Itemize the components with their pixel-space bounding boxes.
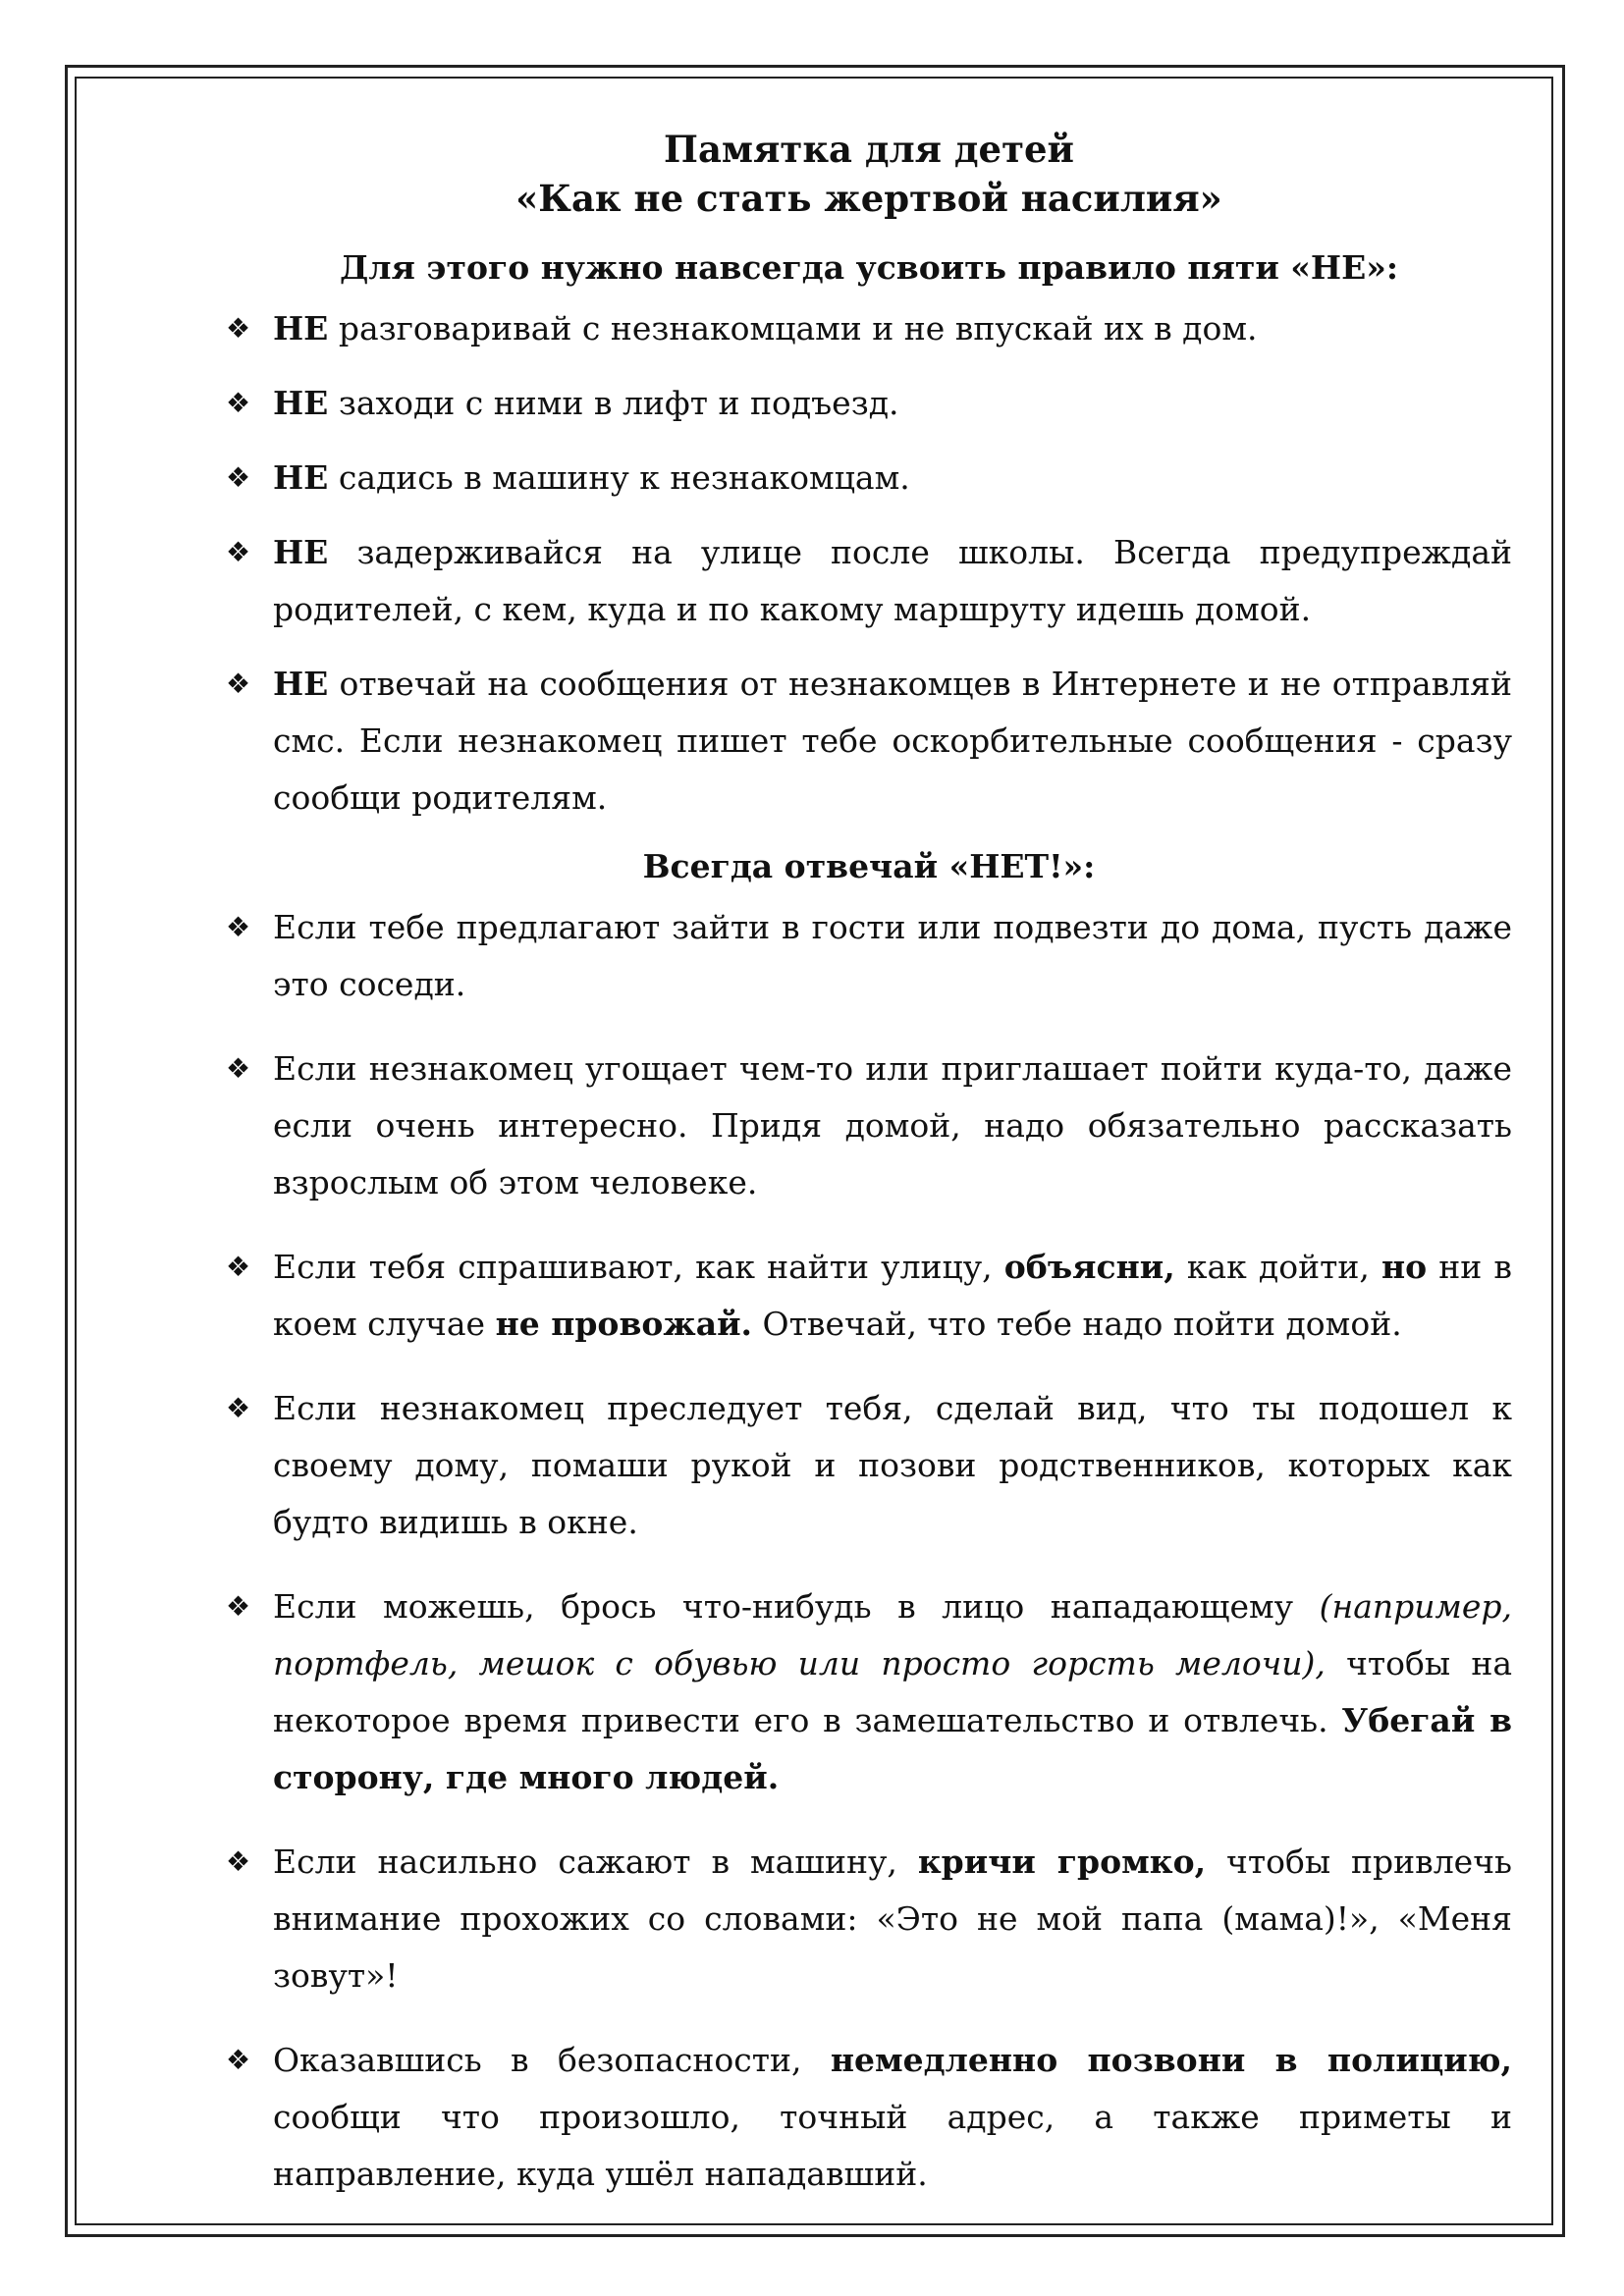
diamond-bullet-icon: ❖ [226,667,251,701]
list-item: ❖ НЕ разговаривай с незнакомцами и не впускай их в дом. [226,300,1512,357]
title-line-1: Памятка для детей [664,128,1074,171]
list-item: ❖ Если насильно сажают в машину, кричи громко, чтобы привлечь внимание прохожих со словами: «Это не мой папа (мама)!», «Меня зовут»! [226,1834,1512,2004]
diamond-bullet-icon: ❖ [226,1052,251,1086]
section-1-heading: Для этого нужно навсегда усвоить правило пяти «НЕ»: [339,247,1399,287]
list-item: ❖ Если тебя спрашивают, как найти улицу, объясни, как дойти, но ни в коем случае не провожай. Отвечай, что тебе надо пойти домой. [226,1239,1512,1353]
list-item: ❖ Если незнакомец угощает чем-то или приглашает пойти куда-то, даже если очень интересно. Придя домой, надо обязательно рассказать взрослым об этом человеке. [226,1041,1512,1211]
title-line-2: «Как не стать жертвой насилия» [515,176,1222,220]
list-item: ❖ НЕ садись в машину к незнакомцам. [226,450,1512,507]
section-2-heading: Всегда отвечай «НЕТ!»: [642,847,1096,886]
diamond-bullet-icon: ❖ [226,2044,251,2077]
diamond-bullet-icon: ❖ [226,1590,251,1624]
list-item: ❖ Если можешь, брось что-нибудь в лицо нападающему (например, портфель, мешок с обувью или просто горсть мелочи), чтобы на некоторое время привести его в замешательство и отвлечь. Убегай в сторону, где много людей. [226,1578,1512,1806]
list-item: ❖ Если тебе предлагают зайти в гости или подвезти до дома, пусть даже это соседи. [226,899,1512,1013]
memo-content [226,118,1512,2230]
diamond-bullet-icon: ❖ [226,1845,251,1879]
memo-title [226,118,1512,224]
diamond-bullet-icon: ❖ [226,536,251,569]
diamond-bullet-icon: ❖ [226,461,251,495]
list-item: ❖ НЕ задерживайся на улице после школы. Всегда предупреждай родителей, с кем, куда и по какому маршруту идешь домой. [226,524,1512,638]
rules-list [226,300,1512,827]
diamond-bullet-icon: ❖ [226,312,251,346]
list-item: ❖ НЕ заходи с ними в лифт и подъезд. [226,375,1512,432]
list-item: ❖ Оказавшись в безопасности, немедленно позвони в полицию, сообщи что произошло, точный адрес, а также приметы и направление, куда ушёл нападавший. [226,2032,1512,2203]
list-item: ❖ НЕ отвечай на сообщения от незнакомцев в Интернете и не отправляй смс. Если незнакомец пишет тебе оскорбительные сообщения - сразу сообщи родителям. [226,656,1512,827]
diamond-bullet-icon: ❖ [226,1251,251,1284]
say-no-list [226,899,1512,2203]
list-item: ❖ Если незнакомец преследует тебя, сделай вид, что ты подошел к своему дому, помаши рукой и позови родственников, которых как будто видишь в окне. [226,1380,1512,1551]
diamond-bullet-icon: ❖ [226,911,251,944]
diamond-bullet-icon: ❖ [226,1392,251,1425]
diamond-bullet-icon: ❖ [226,387,251,420]
